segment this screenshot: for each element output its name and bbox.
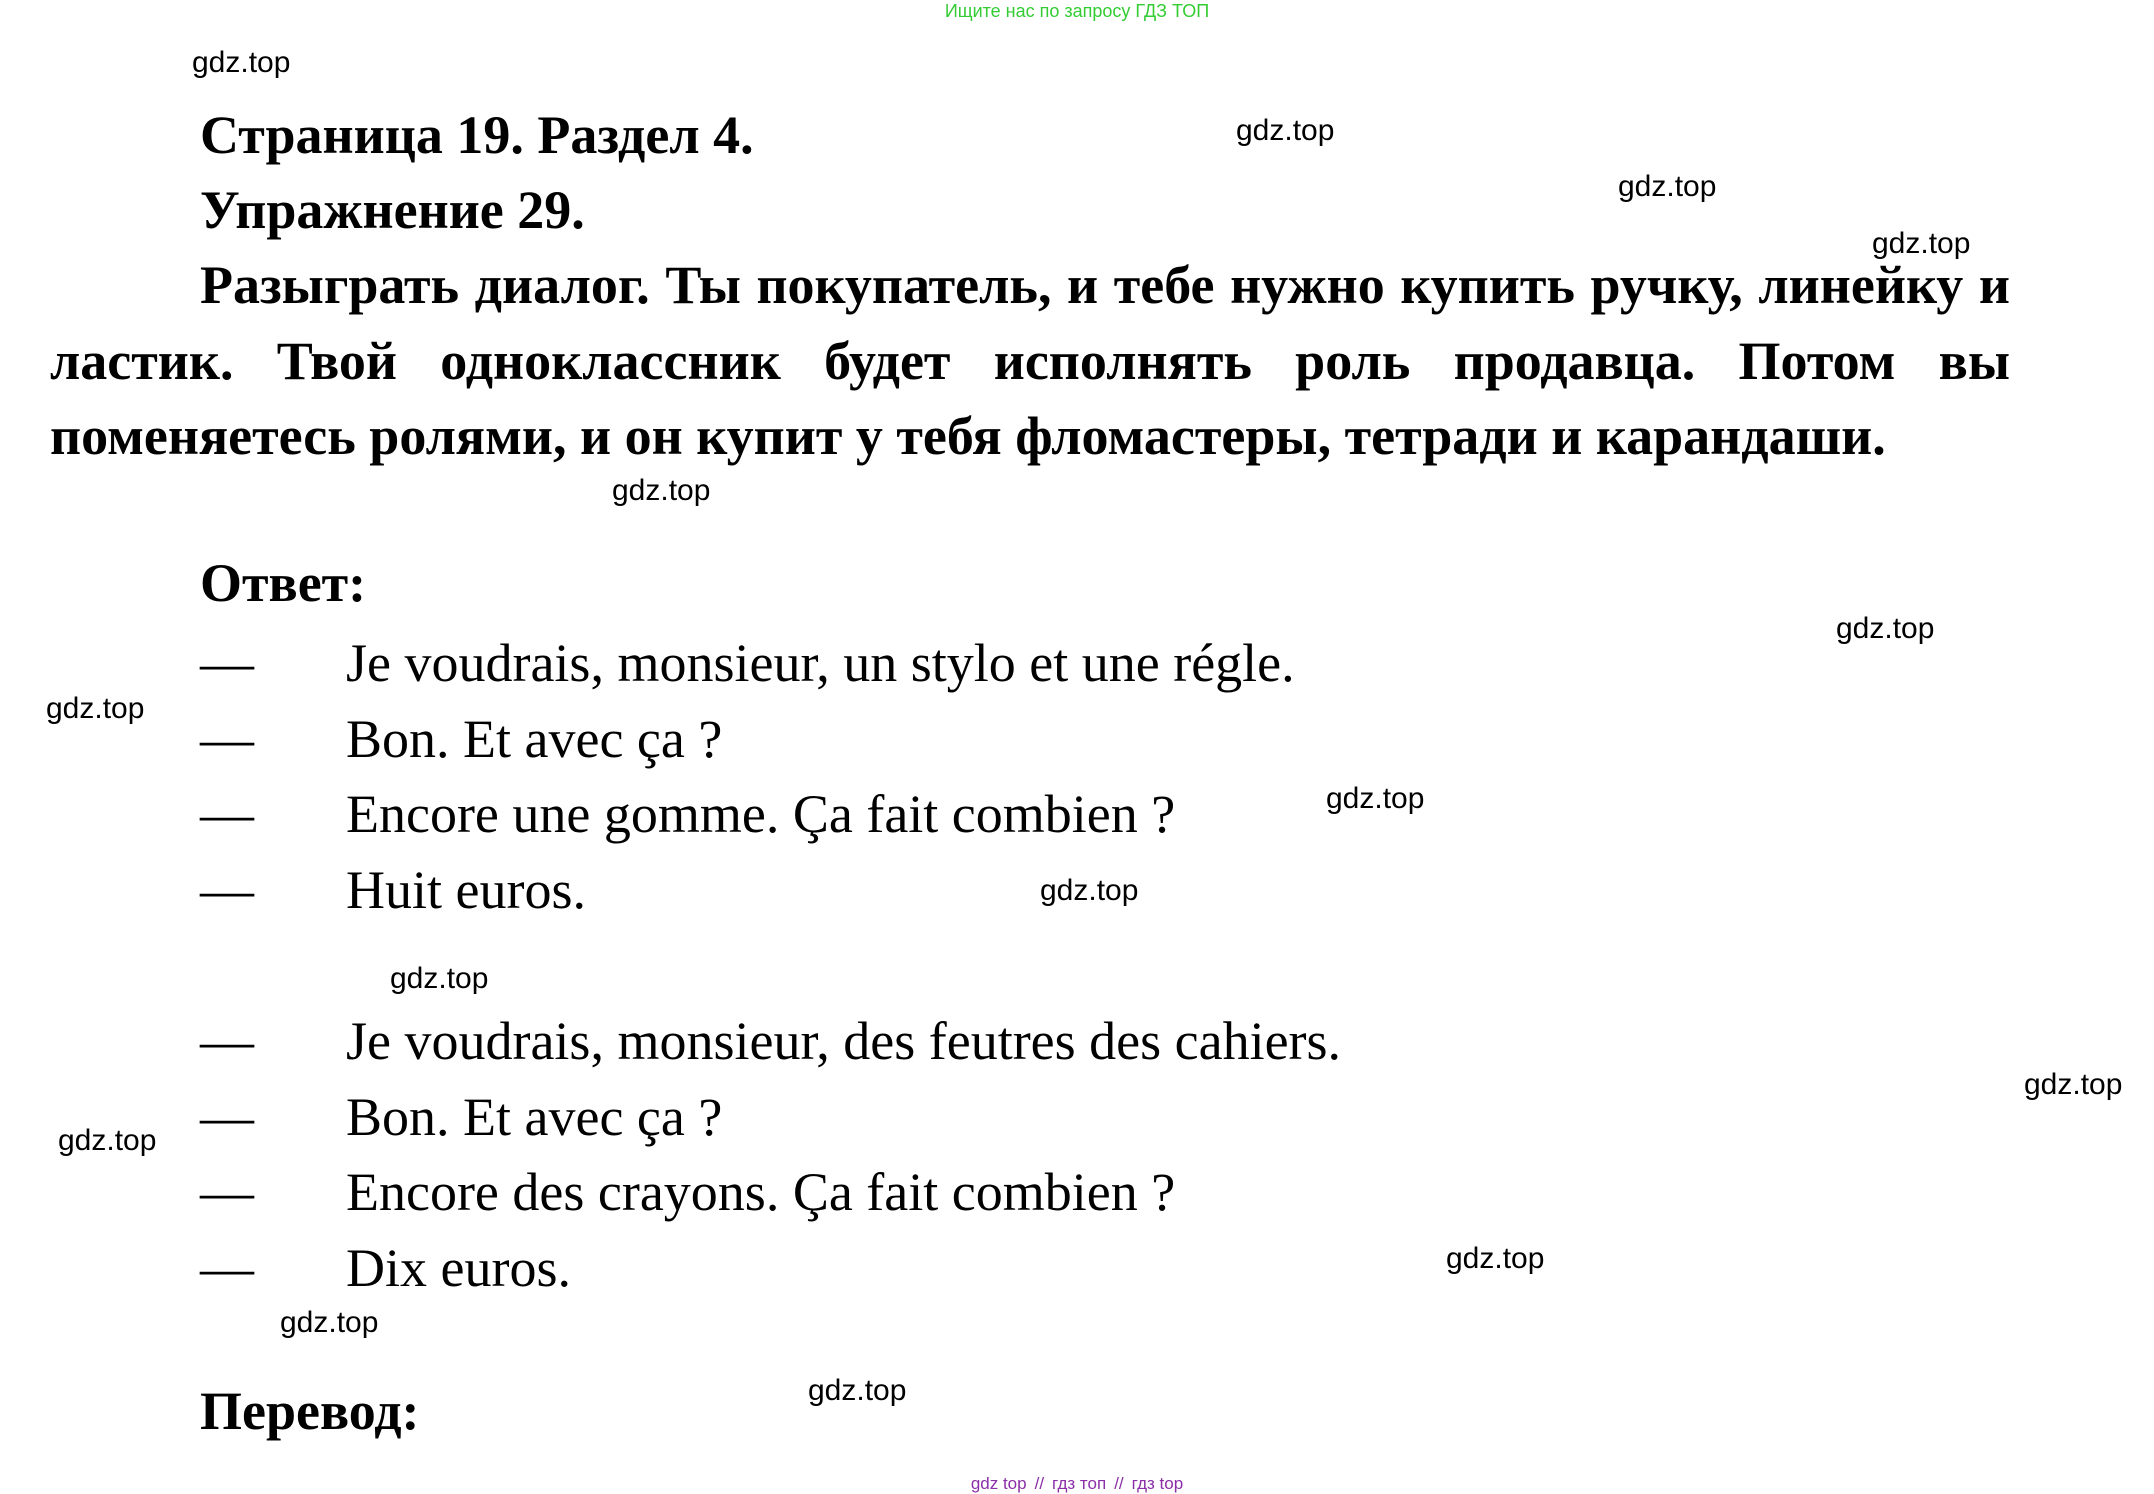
dialogue-line-text: Je voudrais, monsieur, un stylo et une régle. (346, 633, 1295, 693)
bottom-banner-separator: // (1114, 1474, 1124, 1493)
watermark: gdz.top (1446, 1242, 1545, 1275)
dialogue-line-text: Bon. Et avec ça ? (346, 708, 723, 769)
watermark: gdz.top (390, 962, 489, 995)
dialogue-dash: — (200, 1162, 254, 1222)
watermark: gdz.top (1236, 114, 1335, 147)
dialogue-dash: — (200, 1237, 254, 1298)
watermark: gdz.top (280, 1306, 379, 1339)
dialogue-line-text: Dix euros. (346, 1237, 571, 1298)
dialogue-dash: — (200, 784, 254, 844)
dialogue-dash: — (200, 633, 254, 693)
dialogue-line (200, 1080, 1341, 1156)
dialogue-line (200, 626, 1295, 702)
bottom-banner[interactable] (0, 1474, 2154, 1494)
dialogue-dash: — (200, 708, 254, 769)
watermark: gdz.top (612, 474, 711, 507)
dialogue-block-2 (200, 1004, 1341, 1306)
page-heading: Страница 19. Раздел 4. (200, 105, 754, 165)
dialogue-dash: — (200, 1086, 254, 1147)
bottom-banner-link[interactable]: гдз top (1131, 1474, 1184, 1493)
dialogue-line-text: Huit euros. (346, 859, 586, 920)
dialogue-line-text: Je voudrais, monsieur, des feutres des cahiers. (346, 1011, 1342, 1071)
translation-label: Перевод: (200, 1381, 420, 1441)
watermark: gdz.top (1040, 874, 1139, 907)
bottom-banner-link[interactable]: гдз топ (1052, 1474, 1107, 1493)
dialogue-line-text: Encore une gomme. Ça fait combien ? (346, 784, 1176, 844)
watermark: gdz.top (1836, 612, 1935, 645)
answer-label: Ответ: (200, 553, 367, 613)
dialogue-dash: — (200, 1011, 254, 1071)
watermark: gdz.top (1618, 170, 1717, 203)
watermark: gdz.top (192, 46, 291, 79)
watermark: gdz.top (2024, 1068, 2123, 1101)
bottom-banner-separator: // (1034, 1474, 1045, 1493)
dialogue-line (200, 1155, 1341, 1231)
watermark: gdz.top (808, 1374, 907, 1407)
dialogue-line (200, 702, 1295, 778)
bottom-banner-link[interactable]: gdz top (970, 1474, 1027, 1493)
dialogue-line-text: Bon. Et avec ça ? (346, 1086, 723, 1147)
dialogue-line (200, 1231, 1341, 1307)
watermark: gdz.top (58, 1124, 157, 1157)
dialogue-line (200, 777, 1295, 853)
task-text: Разыграть диалог. Ты покупатель, и тебе нужно купить ручку, линейку и ластик. Твой одноклассник будет исполнять роль продавца. Потом вы поменяетесь ролями, и он купит у тебя фломастеры, тетради и карандаши. (50, 255, 2010, 466)
watermark: gdz.top (1872, 227, 1971, 260)
watermark: gdz.top (46, 692, 145, 725)
top-banner[interactable]: Ищите нас по запросу ГДЗ ТОП (944, 1, 1210, 21)
dialogue-line (200, 1004, 1341, 1080)
watermark: gdz.top (1326, 782, 1425, 815)
dialogue-line-text: Encore des crayons. Ça fait combien ? (346, 1162, 1176, 1222)
dialogue-dash: — (200, 859, 254, 920)
exercise-heading: Упражнение 29. (200, 180, 585, 240)
